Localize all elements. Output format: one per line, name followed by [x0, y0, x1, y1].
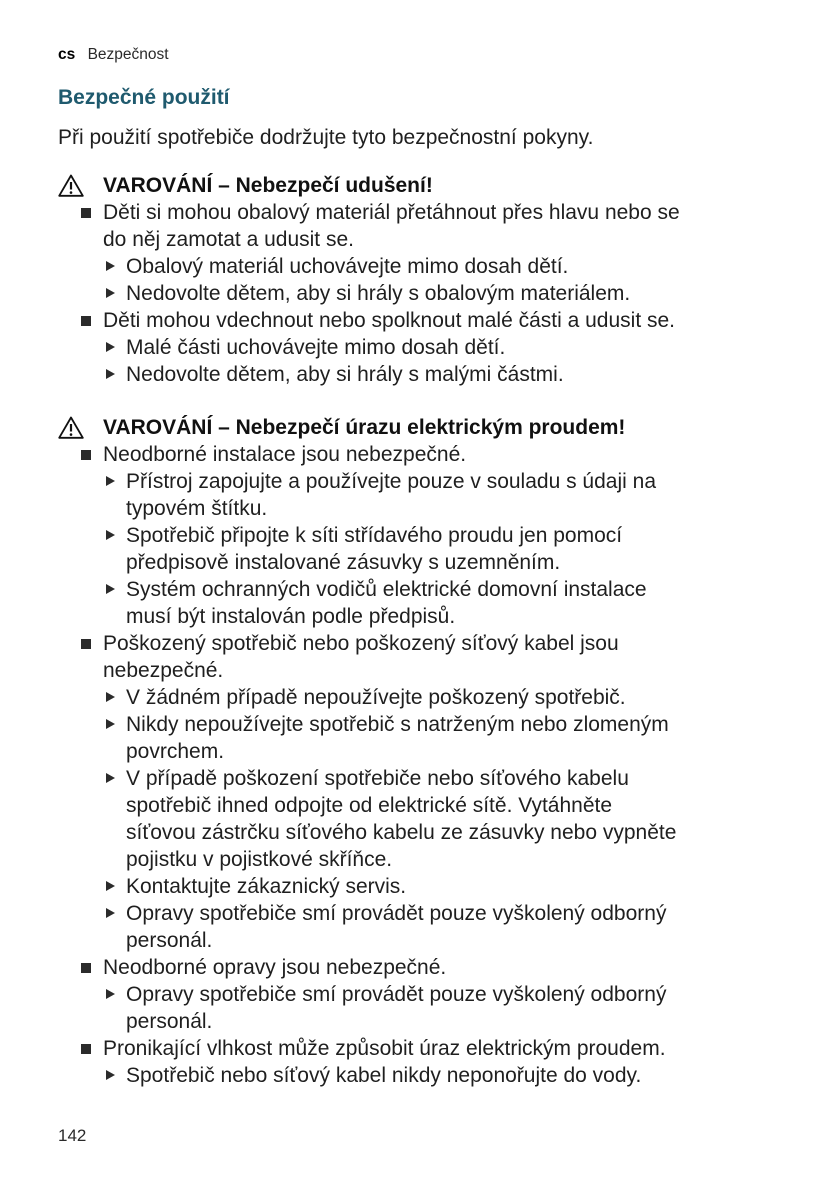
hazard-item: [58, 1035, 798, 1062]
warning-suffocation: [58, 172, 798, 388]
text-line: musí být instalován podle předpisů.: [126, 605, 456, 628]
text-line: Nedovolte dětem, aby si hrály s obalovým materiálem.: [126, 282, 631, 305]
text-line: pojistku v pojistkové skříňce.: [126, 848, 393, 871]
text-line: Spotřebič připojte k síti střídavého proudu jen pomocí: [126, 524, 623, 547]
text-line: Nedovolte dětem, aby si hrály s malými částmi.: [126, 363, 564, 386]
text-line: Obalový materiál uchovávejte mimo dosah dětí.: [126, 255, 569, 278]
text-line: V případě poškození spotřebiče nebo síťového kabelu: [126, 767, 629, 790]
warning-title-text: VAROVÁNÍ – Nebezpečí úrazu elektrickým proudem!: [103, 416, 626, 439]
triangle-arrow-icon: [106, 584, 115, 594]
text-line: do něj zamotat a udusit se.: [103, 228, 354, 251]
triangle-arrow-icon: [106, 476, 115, 486]
square-bullet-icon: [81, 963, 91, 973]
hazard-item: [58, 307, 798, 334]
text-line: Nikdy nepoužívejte spotřebič s natrženým nebo zlomeným: [126, 713, 669, 736]
triangle-arrow-icon: [106, 261, 115, 271]
text-line: personál.: [126, 929, 213, 952]
triangle-arrow-icon: [106, 288, 115, 298]
text-line: Děti si mohou obalový materiál přetáhnout přes hlavu nebo se: [103, 201, 680, 224]
intro-text: Při použití spotřebiče dodržujte tyto bezpečnostní pokyny.: [58, 126, 594, 149]
text-line: Kontaktujte zákaznický servis.: [126, 875, 407, 898]
action-step: [58, 280, 798, 307]
triangle-arrow-icon: [106, 1070, 115, 1080]
action-step: [58, 981, 798, 1035]
action-step: [58, 468, 798, 522]
action-step: [58, 711, 798, 765]
text-line: Poškozený spotřebič nebo poškozený síťový kabel jsou: [103, 632, 619, 655]
triangle-arrow-icon: [106, 881, 115, 891]
text-line: Opravy spotřebiče smí provádět pouze vyškolený odborný: [126, 902, 667, 925]
warning-electric-shock: [58, 414, 798, 1089]
text-line: Systém ochranných vodičů elektrické domovní instalace: [126, 578, 647, 601]
hazard-item: [58, 954, 798, 981]
action-step: [58, 361, 798, 388]
square-bullet-icon: [81, 450, 91, 460]
text-line: Pronikající vlhkost může způsobit úraz elektrickým proudem.: [103, 1037, 666, 1060]
triangle-arrow-icon: [106, 989, 115, 999]
section-title: Bezpečné použití: [58, 86, 230, 109]
text-line: Přístroj zapojujte a používejte pouze v souladu s údaji na: [126, 470, 656, 493]
text-line: Spotřebič nebo síťový kabel nikdy neponořujte do vody.: [126, 1064, 642, 1087]
hazard-item: [58, 199, 798, 253]
action-step: [58, 522, 798, 576]
warning-title-text: VAROVÁNÍ – Nebezpečí udušení!: [103, 174, 433, 197]
action-step: [58, 900, 798, 954]
language-code: cs: [58, 46, 76, 63]
text-line: nebezpečné.: [103, 659, 224, 682]
square-bullet-icon: [81, 639, 91, 649]
warning-triangle-icon: [58, 174, 84, 197]
triangle-arrow-icon: [106, 773, 115, 783]
text-line: povrchem.: [126, 740, 225, 763]
action-step: [58, 334, 798, 361]
action-step: [58, 684, 798, 711]
text-line: síťovou zástrčku síťového kabelu ze zásuvky nebo vypněte: [126, 821, 677, 844]
text-line: V žádném případě nepoužívejte poškozený spotřebič.: [126, 686, 626, 709]
text-line: Děti mohou vdechnout nebo spolknout malé části a udusit se.: [103, 309, 676, 332]
action-step: [58, 765, 798, 873]
warning-title: [58, 414, 798, 441]
action-step: [58, 1062, 798, 1089]
text-line: spotřebič ihned odpojte od elektrické sítě. Vytáhněte: [126, 794, 613, 817]
text-line: předpisově instalované zásuvky s uzemněním.: [126, 551, 561, 574]
triangle-arrow-icon: [106, 719, 115, 729]
text-line: Malé části uchovávejte mimo dosah dětí.: [126, 336, 506, 359]
action-step: [58, 576, 798, 630]
text-line: Neodborné opravy jsou nebezpečné.: [103, 956, 447, 979]
text-line: Neodborné instalace jsou nebezpečné.: [103, 443, 467, 466]
triangle-arrow-icon: [106, 530, 115, 540]
action-step: [58, 873, 798, 900]
hazard-item: [58, 630, 798, 684]
hazard-item: [58, 441, 798, 468]
header-section: Bezpečnost: [87, 46, 169, 63]
text-line: typovém štítku.: [126, 497, 268, 520]
square-bullet-icon: [81, 316, 91, 326]
text-line: Opravy spotřebiče smí provádět pouze vyškolený odborný: [126, 983, 667, 1006]
page-number: 142: [58, 1126, 87, 1145]
triangle-arrow-icon: [106, 369, 115, 379]
running-header: [58, 46, 169, 64]
text-line: personál.: [126, 1010, 213, 1033]
warning-triangle-icon: [58, 416, 84, 439]
triangle-arrow-icon: [106, 692, 115, 702]
action-step: [58, 253, 798, 280]
triangle-arrow-icon: [106, 342, 115, 352]
warning-title: [58, 172, 798, 199]
triangle-arrow-icon: [106, 908, 115, 918]
square-bullet-icon: [81, 208, 91, 218]
square-bullet-icon: [81, 1044, 91, 1054]
